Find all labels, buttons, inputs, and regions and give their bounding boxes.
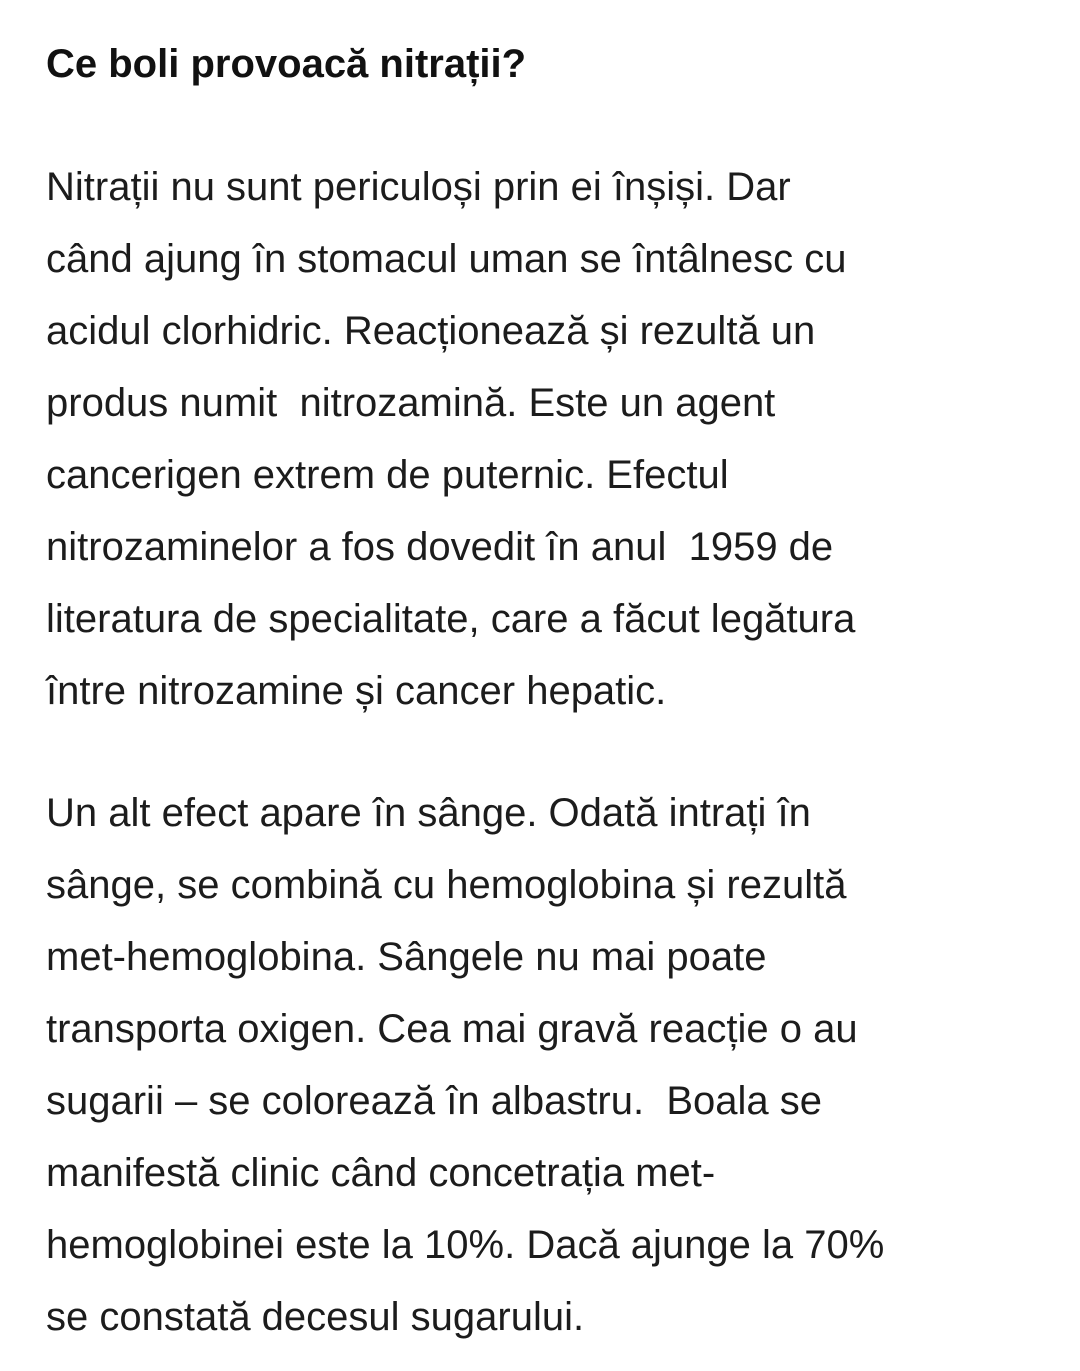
paragraph-line: Un alt efect apare în sânge. Odată intrați în	[46, 791, 811, 835]
paragraph-line: se constată decesul sugarului.	[46, 1295, 585, 1339]
paragraph-line: produs numit nitrozamină. Este un agent	[46, 381, 776, 425]
article-paragraph	[46, 151, 1040, 727]
paragraph-line: manifestă clinic când concetrația met-	[46, 1151, 716, 1195]
paragraph-line: transporta oxigen. Cea mai gravă reacție o au	[46, 1007, 858, 1051]
paragraph-line: Nitrații nu sunt periculoși prin ei înșiși. Dar	[46, 165, 791, 209]
paragraph-line: cancerigen extrem de puternic. Efectul	[46, 453, 729, 497]
paragraph-line: acidul clorhidric. Reacționează și rezultă un	[46, 309, 816, 353]
paragraph-line: met-hemoglobina. Sângele nu mai poate	[46, 935, 767, 979]
paragraph-line: sânge, se combină cu hemoglobina și rezultă	[46, 863, 847, 907]
paragraph-line: hemoglobinei este la 10%. Dacă ajunge la 70%	[46, 1223, 885, 1267]
article-paragraph	[46, 777, 1040, 1353]
paragraph-line: literatura de specialitate, care a făcut legătura	[46, 597, 856, 641]
paragraph-line: sugarii – se colorează în albastru. Boala se	[46, 1079, 822, 1123]
paragraph-line: când ajung în stomacul uman se întâlnesc cu	[46, 237, 847, 281]
article-heading: Ce boli provoacă nitrații?	[46, 42, 527, 86]
paragraph-line: între nitrozamine și cancer hepatic.	[46, 669, 667, 713]
paragraph-line: nitrozaminelor a fos dovedit în anul 1959 de	[46, 525, 834, 569]
